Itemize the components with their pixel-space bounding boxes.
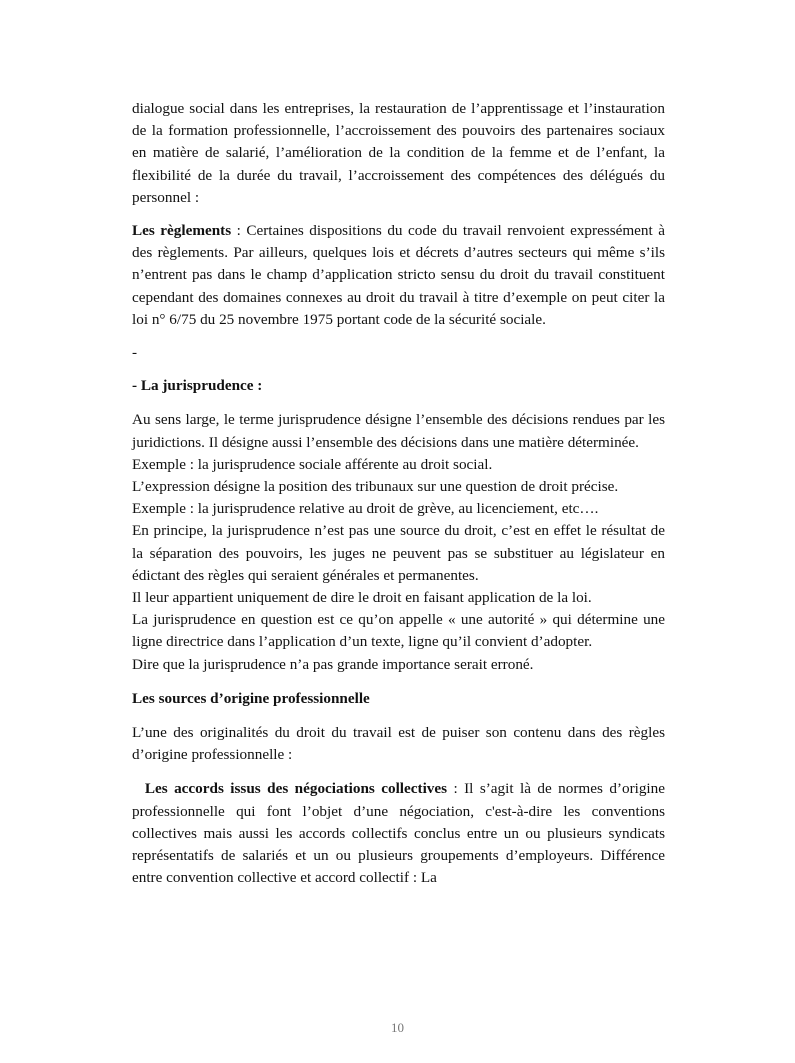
juris-line-definition: Au sens large, le terme jurisprudence désigne l’ensemble des décisions rendues par les juridictions. Il désigne aussi l’ensemble des décisions dans une matière déterminée. (132, 411, 665, 451)
jurisprudence-heading (132, 375, 665, 397)
spacer (132, 331, 665, 342)
juris-line-exemple-greve: Exemple : la jurisprudence relative au droit de grève, au licenciement, etc…. (132, 500, 599, 518)
juris-line-expression: L’expression désigne la position des tribunaux sur une question de droit précise. (132, 478, 619, 496)
juris-line-principe: En principe, la jurisprudence n’est pas une source du droit, c’est en effet le résultat de la séparation des pouvoirs, les juges ne peuvent pas se substituer au législateur en édictant des règles qui seraient générales et permanentes. (132, 522, 665, 584)
spacer (132, 676, 665, 688)
jurisprudence-heading-text: - La jurisprudence : (132, 377, 263, 395)
sources-heading (132, 688, 665, 710)
sources-heading-text: Les sources d’origine professionnelle (132, 689, 370, 707)
spacer (132, 364, 665, 375)
paragraph-sources-intro: L’une des originalités du droit du travail est de puiser son contenu dans des règles d’origine professionnelle : (132, 724, 665, 764)
page-number: 10 (391, 1020, 404, 1035)
accords-text: : Il s’agit là de normes d’origine professionnelle qui font l’objet d’une négociation, c'est-à-dire les conventions collectives mais aussi les accords collectifs conclus entre un ou plusieurs syndicats représentatifs de salariés et un ou plusieurs groupements d’employeurs. Différence entre convention collective et accord collectif : La (132, 780, 665, 887)
spacer (132, 397, 665, 409)
juris-line-autorite: La jurisprudence en question est ce qu’on appelle « une autorité » qui détermine une ligne directrice dans l’application d’un texte, ligne qu’il convient d’adopter. (132, 611, 665, 651)
paragraph-accords (132, 778, 665, 889)
spacer (132, 710, 665, 722)
dash-line: - (132, 344, 138, 362)
juris-line-appartient: Il leur appartient uniquement de dire le droit en faisant application de la loi. (132, 589, 592, 607)
juris-line-exemple-social: Exemple : la jurisprudence sociale afférente au droit social. (132, 455, 493, 473)
juris-line-importance: Dire que la jurisprudence n’a pas grande importance serait erroné. (132, 655, 534, 673)
spacer (132, 766, 665, 778)
reglements-label: Les règlements (132, 222, 232, 240)
accords-label: Les accords issus des négociations collectives (144, 780, 448, 798)
paragraph-reglements (132, 220, 665, 331)
spacer (132, 209, 665, 220)
paragraph-dialogue-social: dialogue social dans les entreprises, la restauration de l’apprentissage et l’instauration de la formation professionnelle, l’accroissement des pouvoirs des partenaires sociaux en matière de salarié, l’amélioration de la condition de la femme et de l’enfant, la flexibilité de la durée du travail, l’accroissement des compétences des délégués du personnel : (132, 100, 665, 206)
page-body (132, 98, 665, 890)
reglements-text: : Certaines dispositions du code du travail renvoient expressément à des règlements. Par ailleurs, quelques lois et décrets d’autres secteurs qui même s’ils n’entrent pas dans le champ d’application stricto sensu du droit du travail constituent cependant des domaines connexes au droit du travail à titre d’exemple on peut citer la loi n° 6/75 du 25 novembre 1975 portant code de la sécurité sociale. (132, 222, 665, 328)
